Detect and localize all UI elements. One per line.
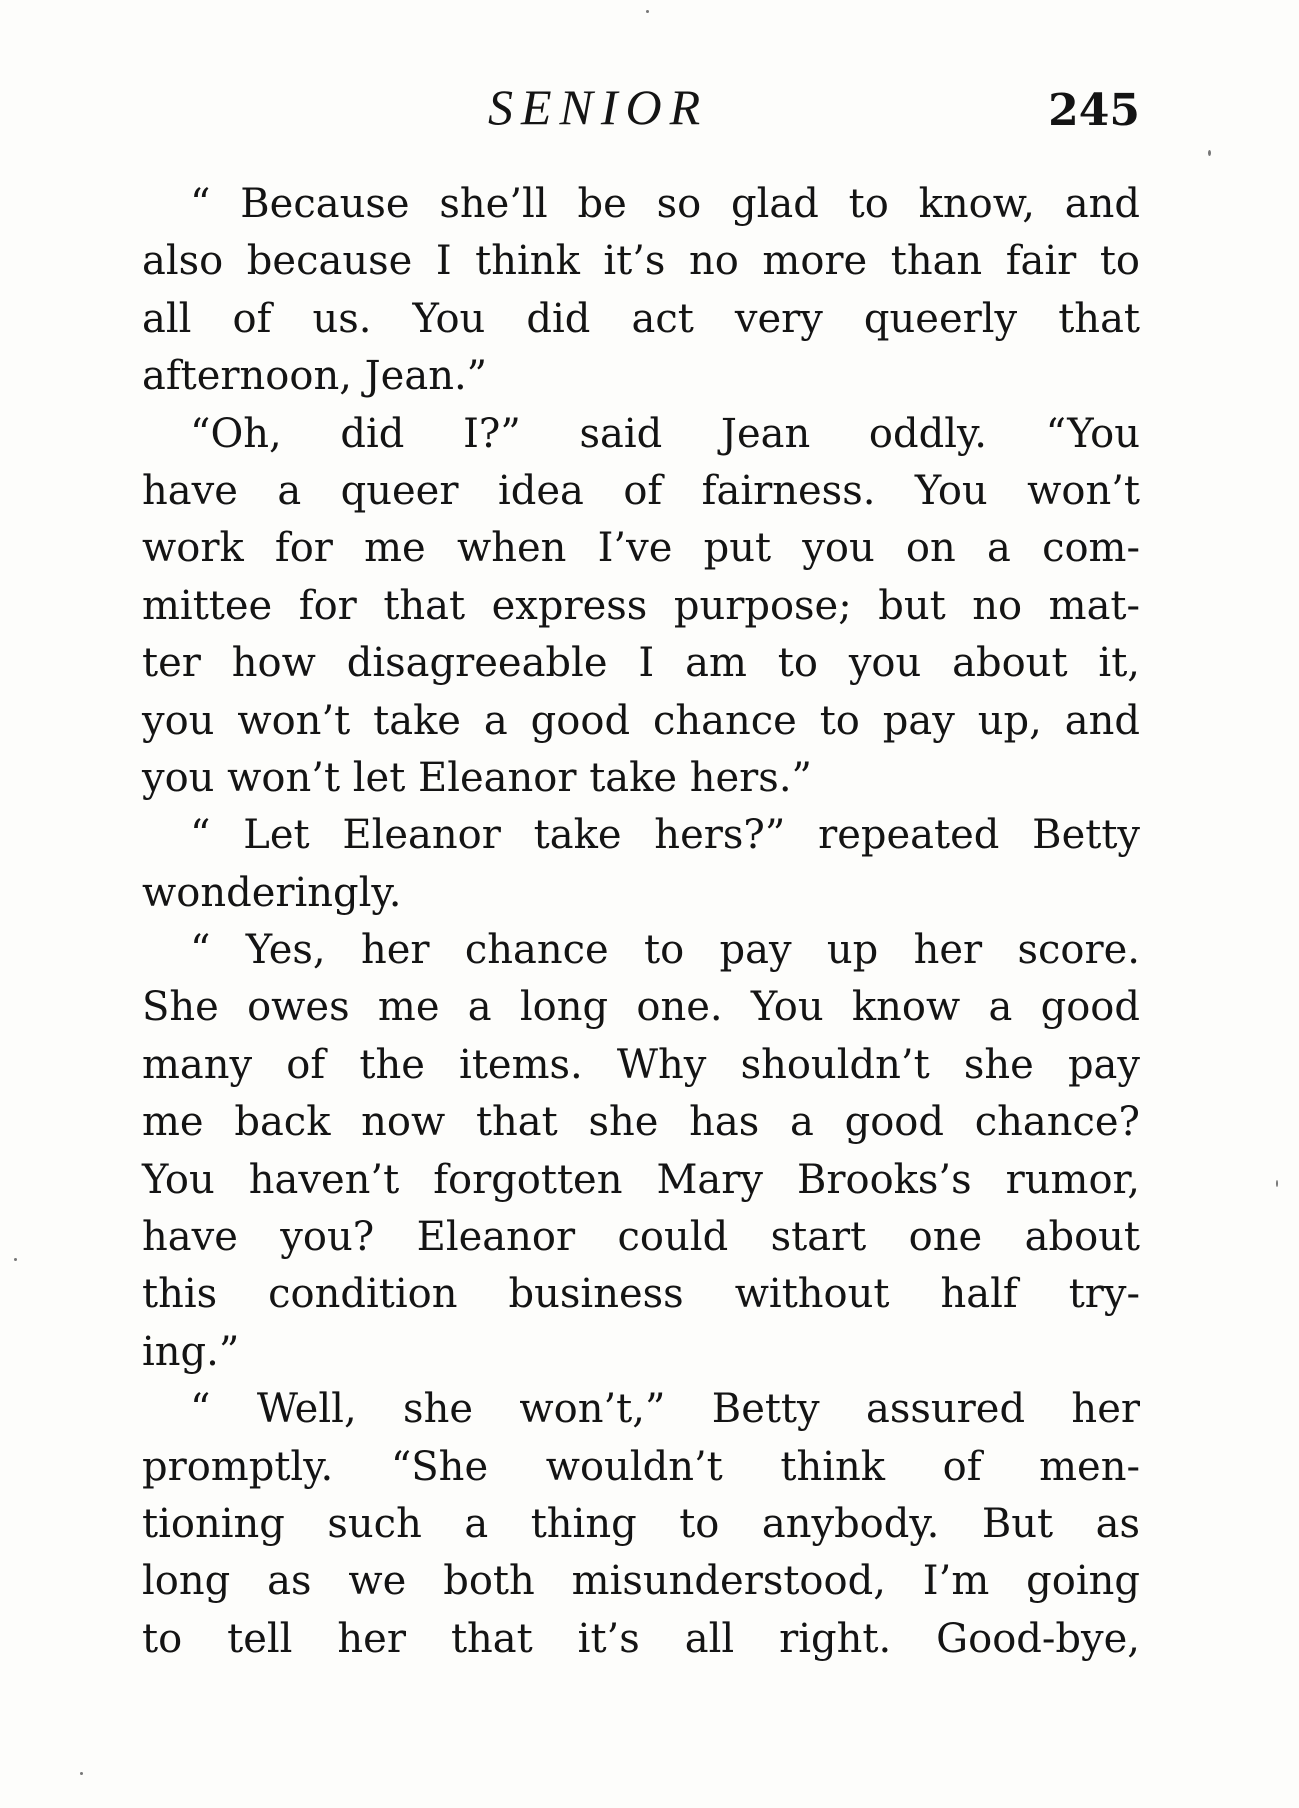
paragraph (142, 1381, 1140, 1668)
paragraph (142, 176, 1140, 406)
text-line: all of us. You did act very queerly that (142, 295, 1140, 342)
text-line: many of the items. Why shouldn’t she pay (142, 1041, 1140, 1088)
text-line: “ Yes, her chance to pay up her score. (190, 927, 1140, 974)
scan-speck (14, 1258, 17, 1261)
text-line: mittee for that express purpose; but no mat- (142, 582, 1140, 629)
text-line: “ Because she’ll be so glad to know, and (190, 181, 1140, 227)
scan-speck (80, 1772, 83, 1775)
paragraph (142, 922, 1140, 1381)
text-line: wonderingly. (142, 869, 402, 916)
text-line: promptly. “She wouldn’t think of men- (142, 1443, 1140, 1490)
text-line: “ Let Eleanor take hers?” repeated Betty (190, 812, 1140, 859)
text-line: “ Well, she won’t,” Betty assured her (190, 1386, 1140, 1433)
paragraph (142, 807, 1140, 922)
body-text (142, 176, 1140, 1668)
text-line: long as we both misunderstood, I’m going (142, 1558, 1140, 1605)
text-line: to tell her that it’s all right. Good-bye, (142, 1615, 1140, 1662)
text-line: ing.” (142, 1328, 240, 1375)
text-line: “Oh, did I?” said Jean oddly. “You (190, 410, 1140, 457)
text-line: have a queer idea of fairness. You won’t (142, 467, 1140, 514)
paragraph (142, 406, 1140, 808)
text-line: you won’t take a good chance to pay up, and (142, 697, 1140, 744)
text-line: She owes me a long one. You know a good (142, 984, 1140, 1031)
scan-speck (1208, 150, 1211, 156)
text-line: you won’t let Eleanor take hers.” (142, 754, 812, 801)
text-line: also because I think it’s no more than fair to (142, 238, 1140, 285)
running-head (140, 72, 1140, 142)
text-line: work for me when I’ve put you on a com- (142, 525, 1140, 572)
running-title: SENIOR (488, 79, 709, 135)
text-line: ter how disagreeable I am to you about it, (142, 640, 1140, 687)
page-number: 245 (1048, 85, 1140, 136)
text-line: You haven’t forgotten Mary Brooks’s rumor, (142, 1156, 1140, 1203)
scan-speck (1276, 1180, 1278, 1187)
text-line: tioning such a thing to anybody. But as (142, 1500, 1140, 1547)
text-line: have you? Eleanor could start one about (142, 1214, 1140, 1261)
text-line: afternoon, Jean.” (142, 353, 488, 400)
text-line: this condition business without half try- (142, 1271, 1140, 1318)
text-line: me back now that she has a good chance? (142, 1099, 1140, 1146)
scan-speck (646, 10, 649, 13)
